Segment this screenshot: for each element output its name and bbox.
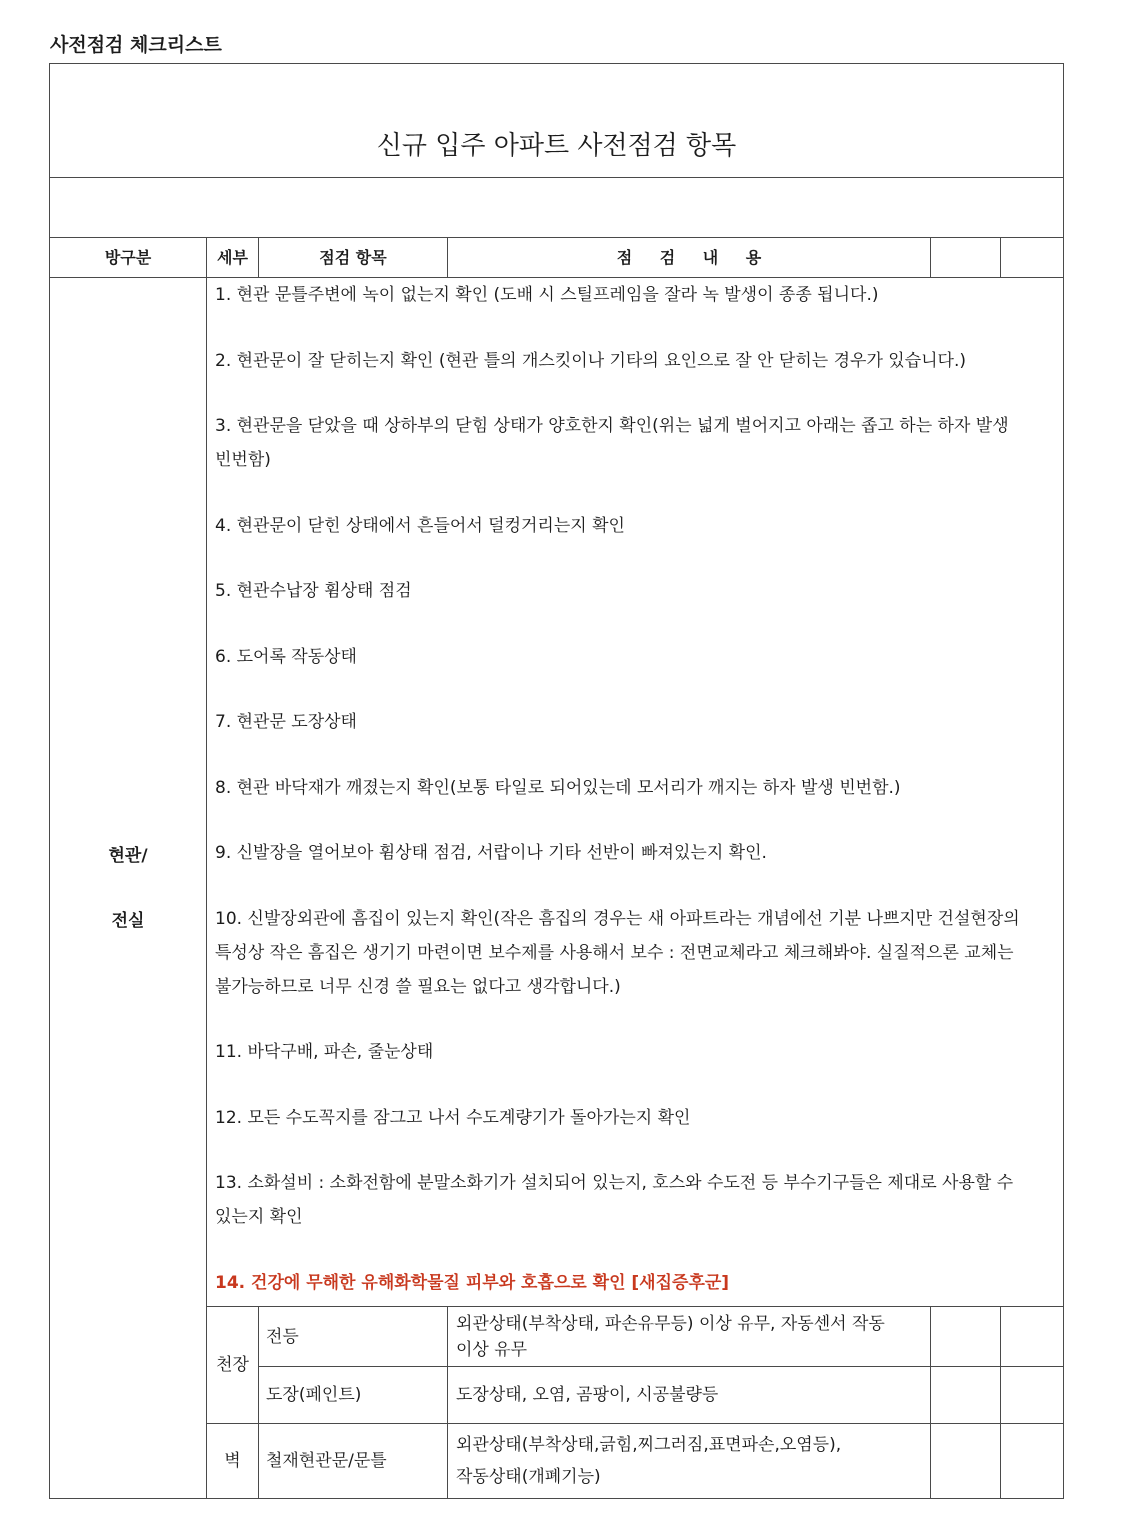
blank-row xyxy=(50,178,1064,238)
checklist-item xyxy=(215,509,1053,543)
header-content: 점 검 내 용 xyxy=(448,238,931,278)
inspection-content xyxy=(448,1424,931,1499)
header-item: 점검 항목 xyxy=(259,238,448,278)
checklist-item-line: 8. 현관 바닥재가 깨졌는지 확인(보통 타일로 되어있는데 모서리가 깨지는 하자 발생 빈번함.) xyxy=(215,777,901,798)
checklist-item xyxy=(215,574,1053,608)
inspection-content-line: 작동상태(개폐기능) xyxy=(456,1467,601,1487)
checklist-item-line: 1. 현관 문틀주변에 녹이 없는지 확인 (도배 시 스틸프레임을 잘라 녹 발생이 종종 됩니다.) xyxy=(215,285,879,305)
check-cell xyxy=(931,1367,1001,1424)
title-row xyxy=(50,64,1064,178)
checklist-item xyxy=(215,640,1053,674)
checklist-cell xyxy=(207,278,1064,1307)
inspection-content xyxy=(448,1307,931,1367)
checklist-item xyxy=(215,344,1053,378)
inspection-content-line: 외관상태(부착상태,긁힘,찌그러짐,표면파손,오염등), xyxy=(456,1435,842,1455)
checklist-item-line: 13. 소화설비 : 소화전함에 분말소화기가 설치되어 있는지, 호스와 수도전 등 부수기구들은 제대로 사용할 수 xyxy=(215,1173,1014,1193)
inspection-content-line: 외관상태(부착상태, 파손유무등) 이상 유무, 자동센서 작동 xyxy=(456,1313,885,1334)
part-cell-ceiling: 천장 xyxy=(207,1307,259,1424)
checklist-item-line: 불가능하므로 너무 신경 쓸 필요는 없다고 생각합니다.) xyxy=(215,976,621,997)
checklist-item-line: 특성상 작은 흠집은 생기기 마련이면 보수제를 사용해서 보수 : 전면교체라고 체크해봐야. 실질적으론 교체는 xyxy=(215,942,1014,963)
checklist-item-highlighted xyxy=(215,1266,1053,1300)
header-room: 방구분 xyxy=(50,238,207,278)
document-label: 사전점검 체크리스트 xyxy=(50,34,222,56)
check-cell xyxy=(1001,1367,1064,1424)
title-cell xyxy=(50,64,1064,178)
checklist-item xyxy=(215,1166,1053,1234)
inspection-item: 전등 xyxy=(259,1307,448,1367)
checklist-item xyxy=(215,771,1053,805)
checklist-item xyxy=(215,1035,1053,1069)
header-row xyxy=(50,238,1064,278)
inspection-item: 도장(페인트) xyxy=(259,1367,448,1424)
room-category-cell xyxy=(50,278,207,1499)
checklist-item-line: 있는지 확인 xyxy=(215,1207,303,1227)
checklist-item-line: 4. 현관문이 닫힌 상태에서 흔들어서 덜컹거리는지 확인 xyxy=(215,515,625,536)
header-check-cell xyxy=(1001,238,1064,278)
inspection-content xyxy=(448,1367,931,1424)
room-category-label: 전실 xyxy=(111,910,145,931)
checklist-item-line: 5. 현관수납장 휨상태 점검 xyxy=(215,581,412,601)
blank-cell xyxy=(50,178,1064,238)
check-cell xyxy=(1001,1307,1064,1367)
checklist-item-line: 2. 현관문이 잘 닫히는지 확인 (현관 틀의 개스킷이나 기타의 요인으로 잘 안 닫히는 경우가 있습니다.) xyxy=(215,350,966,371)
checklist-item-line: 9. 신발장을 열어보아 휨상태 점검, 서랍이나 기타 선반이 빠져있는지 확인. xyxy=(215,843,767,863)
page-title: 신규 입주 아파트 사전점검 항목 xyxy=(376,131,737,161)
checklist-item xyxy=(215,836,1053,870)
checklist-item xyxy=(215,278,1053,312)
checklist-item-line: 6. 도어록 작동상태 xyxy=(215,646,357,667)
checklist-item-line: 14. 건강에 무해한 유해화학물질 피부와 호흡으로 확인 [새집증후군] xyxy=(215,1272,730,1293)
checklist-item-line: 7. 현관문 도장상태 xyxy=(215,712,357,732)
checklist-item-line: 빈번함) xyxy=(215,450,271,470)
checklist-item-line: 10. 신발장외관에 흠집이 있는지 확인(작은 흠집의 경우는 새 아파트라는 개념에선 기분 나쁘지만 건설현장의 xyxy=(215,908,1020,929)
checklist-item-line: 12. 모든 수도꼭지를 잠그고 나서 수도계량기가 돌아가는지 확인 xyxy=(215,1107,691,1128)
checklist-table xyxy=(49,63,1064,1499)
checklist-item-line: 11. 바닥구배, 파손, 줄눈상태 xyxy=(215,1042,434,1062)
entrance-section-row xyxy=(50,278,1064,1307)
checklist-item xyxy=(215,902,1053,1004)
inspection-item: 철재현관문/문틀 xyxy=(259,1424,448,1499)
checklist-item xyxy=(215,705,1053,739)
checklist-item xyxy=(215,409,1053,477)
inspection-content-line: 도장상태, 오염, 곰팡이, 시공불량등 xyxy=(456,1385,719,1405)
room-category-label: 현관/ xyxy=(108,845,148,866)
part-cell-wall: 벽 xyxy=(207,1424,259,1499)
checklist-item xyxy=(215,1101,1053,1135)
check-cell xyxy=(1001,1424,1064,1499)
header-check-cell xyxy=(931,238,1001,278)
checklist-item-line: 3. 현관문을 닫았을 때 상하부의 닫힘 상태가 양호한지 확인(위는 넓게 벌어지고 아래는 좁고 하는 하자 발생 xyxy=(215,416,1009,436)
header-detail: 세부 xyxy=(207,238,259,278)
check-cell xyxy=(931,1307,1001,1367)
check-cell xyxy=(931,1424,1001,1499)
inspection-content-line: 이상 유무 xyxy=(456,1339,528,1360)
